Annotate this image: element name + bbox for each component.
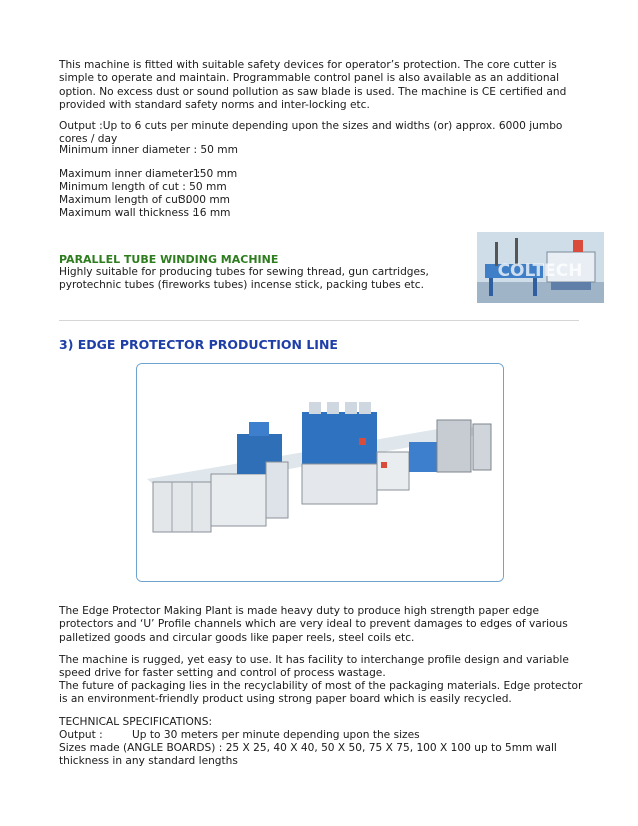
parallel-machine-title: PARALLEL TUBE WINDING MACHINE [59, 253, 279, 266]
tech-spec-title: TECHNICAL SPECIFICATIONS: [59, 716, 213, 728]
spec-label: Minimum length of cut : 50 mm [59, 181, 227, 193]
tech-output-row [59, 729, 420, 742]
spec-label: Maximum wall thickness : [59, 207, 196, 219]
spec-label: Maximum inner diameter : [59, 168, 201, 180]
section-heading: 3) EDGE PROTECTOR PRODUCTION LINE [59, 337, 338, 352]
spec-value: 16 mm [193, 207, 231, 219]
edge-paragraph-2a: The machine is rugged, yet easy to use. It has facility to interchange profile design and variable speed drive for faster setting and control of process wastage. [59, 654, 569, 680]
min-inner-diameter: Minimum inner diameter : 50 mm [59, 144, 238, 156]
spec-row [59, 194, 230, 207]
edge-protector-line-photo [136, 363, 504, 582]
tech-sizes: Sizes made (ANGLE BOARDS) : 25 X 25, 40 X 40, 50 X 50, 75 X 75, 100 X 100 up to 5mm wall thickness in any standard lengths [59, 742, 557, 768]
parallel-machine-description: Highly suitable for producing tubes for sewing thread, gun cartridges, pyrotechnic tubes (fireworks tubes) incense stick, packing tubes etc. [59, 266, 429, 292]
parallel-machine-photo [477, 232, 604, 303]
edge-paragraph-1: The Edge Protector Making Plant is made heavy duty to produce high strength paper edge protectors and ‘U’ Profile channels which are very ideal to prevent damages to edges of various palletized goods and circular goods like paper reels, steel coils etc. [59, 605, 568, 644]
output-line: Output :Up to 6 cuts per minute depending upon the sizes and widths (or) approx. 6000 jumbo cores / day [59, 120, 563, 146]
intro-paragraph: This machine is fitted with suitable safety devices for operator’s protection. The core cutter is simple to operate and maintain. Programmable control panel is also available as an additional option. No excess dust or sound pollution as saw blade is used. The machine is CE certified and provided with standard safety norms and inter-locking etc. [59, 59, 567, 112]
tech-output-value: Up to 30 meters per minute depending upon the sizes [132, 729, 420, 741]
edge-paragraph-2b: The future of packaging lies in the recyclability of most of the packaging materials. Edge protector is an environment-friendly product using strong paper board which is easily recycled. [59, 680, 583, 706]
spec-value: 3000 mm [179, 194, 230, 206]
spec-value: 150 mm [193, 168, 238, 180]
spec-row [59, 181, 227, 194]
section-divider [59, 320, 579, 321]
spec-label: Maximum length of cut : [59, 194, 189, 206]
tech-output-label: Output : [59, 729, 103, 741]
spec-row [59, 168, 237, 181]
photo-watermark: COLTECH [497, 261, 583, 281]
spec-row [59, 207, 231, 220]
